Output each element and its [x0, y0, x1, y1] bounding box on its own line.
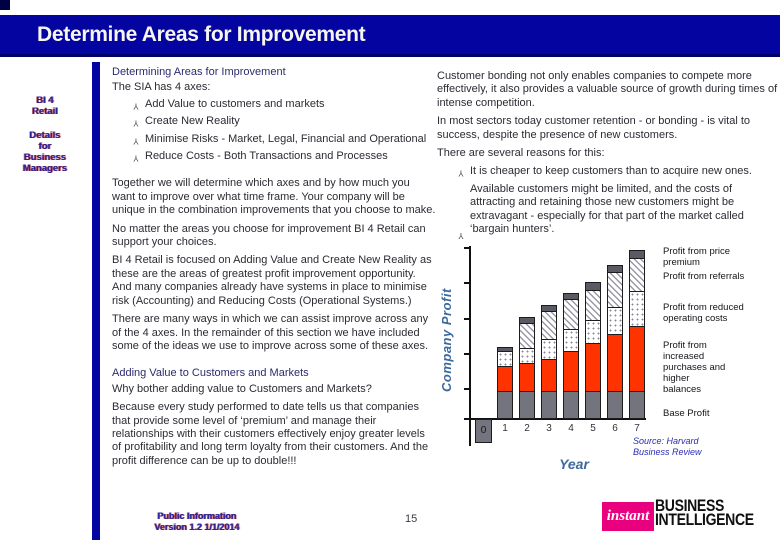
bar-segment — [607, 307, 623, 335]
x-tick-label: 1 — [502, 423, 508, 434]
legend-base-profit: Base Profit — [663, 408, 710, 419]
reason-list-item: Y Available customers might be limited, and the costs of attracting and retaining those new customers might be extravagant - especially for that part of the market called ‘bargain hunters’. — [455, 183, 778, 237]
bar-segment — [519, 323, 535, 349]
axis-list-item: Y Reduce Costs - Both Transactions and Processes — [130, 150, 436, 163]
legend-price-premium: Profit from price premium — [663, 246, 731, 268]
paragraph: Why bother adding value to Customers and Markets? — [112, 382, 372, 395]
bar-segment — [607, 334, 623, 392]
y-axis-tick — [464, 247, 469, 249]
paragraph: BI 4 Retail is focused on Adding Value and Create New Reality as these are the areas of greatest profit improvement opportunity. And many companies already have systems in place to minimise risk (Accounting) and Reducing Costs (Operational Systems.) — [112, 254, 432, 307]
logo-wordmark: BUSINESS INTELLIGENCE — [655, 497, 754, 529]
bar-segment — [585, 290, 601, 321]
logo-instant-badge: instant — [602, 502, 654, 531]
axis-list-item: Y Minimise Risks - Market, Legal, Financial and Operational — [130, 133, 436, 146]
bar-segment — [563, 391, 579, 419]
axis-bullet-icon: Y — [133, 118, 139, 128]
bar-segment — [541, 339, 557, 360]
page-number: 15 — [405, 513, 418, 525]
legend-referrals: Profit from referrals — [663, 271, 745, 282]
y-axis-tick — [464, 418, 469, 420]
sidebar-product-label: BI 4 Retail — [32, 95, 58, 117]
x-axis-label: Year — [559, 456, 589, 472]
y-axis-tick — [464, 318, 469, 320]
x-tick-label: 2 — [524, 423, 530, 434]
paragraph: There are several reasons for this: — [437, 147, 605, 160]
y-axis-tick — [464, 353, 469, 355]
bar-segment — [497, 347, 513, 352]
bar-segment — [563, 293, 579, 300]
paragraph: No matter the areas you choose for improvement BI 4 Retail can support your choices. — [112, 222, 426, 249]
year-0-acquisition-bar: 0 — [475, 419, 492, 443]
bar-segment — [629, 250, 645, 259]
bar-segment — [607, 391, 623, 419]
bar-segment — [519, 317, 535, 324]
reason-list-item: Y It is cheaper to keep customers than to acquire new ones. — [455, 165, 778, 178]
left-text-column — [112, 66, 436, 473]
x-tick-label: 6 — [612, 423, 618, 434]
y-axis-tick — [464, 388, 469, 390]
sia-intro-line: The SIA has 4 axes: — [112, 81, 211, 94]
axis-bullet-icon: Y — [133, 153, 139, 163]
bar-segment — [541, 305, 557, 312]
bar-segment — [607, 265, 623, 273]
paragraph: In most sectors today customer retention - or bonding - is vital to success, despite the presence of new customers. — [437, 115, 751, 141]
subsection-heading: Adding Value to Customers and Markets — [112, 367, 309, 380]
legend-purchases: Profit from increased purchases and higher balances — [663, 340, 726, 395]
x-tick-label: 3 — [546, 423, 552, 434]
bar-segment — [585, 320, 601, 344]
bar-segment — [519, 348, 535, 364]
bar-segment — [497, 351, 513, 367]
x-tick-label: 7 — [634, 423, 640, 434]
bar-segment — [541, 311, 557, 340]
sidebar — [0, 95, 90, 187]
bar-segment — [629, 391, 645, 419]
page-title: Determine Areas for Improvement — [37, 23, 366, 46]
bar-segment — [563, 351, 579, 392]
y-axis-tick — [464, 282, 469, 284]
bar-segment — [607, 272, 623, 308]
y-axis-label: Company Profit — [439, 288, 454, 392]
axis-bullet-icon: Y — [133, 136, 139, 146]
axis-list-item: Y Create New Reality — [130, 115, 436, 128]
bar-segment — [519, 363, 535, 392]
bar-segment — [497, 366, 513, 392]
axis-list-item: Y Add Value to customers and markets — [130, 98, 436, 111]
paragraph: Together we will determine which axes and by how much you want to improve over what time frame. Your company will be unique in the combination improvements that you choose to make. — [112, 177, 436, 217]
bar-segment — [629, 291, 645, 327]
vertical-divider — [92, 62, 100, 540]
axis-bullet-icon: Y — [458, 169, 464, 179]
profit-chart — [437, 238, 780, 488]
bar-segment — [585, 391, 601, 419]
bar-segment — [497, 391, 513, 419]
sidebar-audience-label: Details for Business Managers — [22, 130, 68, 174]
bar-segment — [541, 391, 557, 419]
bar-segment — [563, 299, 579, 330]
paragraph: There are many ways in which we can assist improve across any of the 4 axes. In the remainder of this section we have included some of the ideas we use to improve across some of these axes. — [112, 313, 429, 352]
company-logo — [602, 496, 780, 538]
bar-segment — [585, 282, 601, 291]
axis-bullet-icon: Y — [133, 101, 139, 111]
section-heading: Determining Areas for Improvement — [112, 66, 286, 78]
source-note: Source: Harvard Business Review — [633, 436, 702, 457]
bar-segment — [585, 343, 601, 392]
corner-marker — [0, 0, 10, 10]
bar-segment — [519, 391, 535, 419]
axis-bullet-icon: Y — [458, 230, 464, 240]
paragraph: Because every study performed to date tells us that companies that provide some level of ‘premium’ and manage their relationships with their customers effectively enjoy greater levels of profitability and long term loyalty from their customers. And the profit difference can be up to double!!! — [112, 401, 429, 467]
bar-segment — [563, 329, 579, 352]
x-tick-label: 5 — [590, 423, 596, 434]
y-axis-line — [469, 246, 471, 446]
paragraph: Customer bonding not only enables companies to compete more effectively, it also provides a valuable source of growth during times of intense competition. — [437, 70, 778, 109]
right-text-column — [437, 70, 778, 240]
bar-segment — [629, 258, 645, 292]
classification-footer: Public Information Version 1.2 1/1/2014 — [154, 511, 240, 532]
slide-header — [0, 15, 780, 57]
x-tick-label: 4 — [568, 423, 574, 434]
bar-segment — [541, 359, 557, 392]
legend-operating-costs: Profit from reduced operating costs — [663, 302, 744, 324]
bar-segment — [629, 326, 645, 392]
